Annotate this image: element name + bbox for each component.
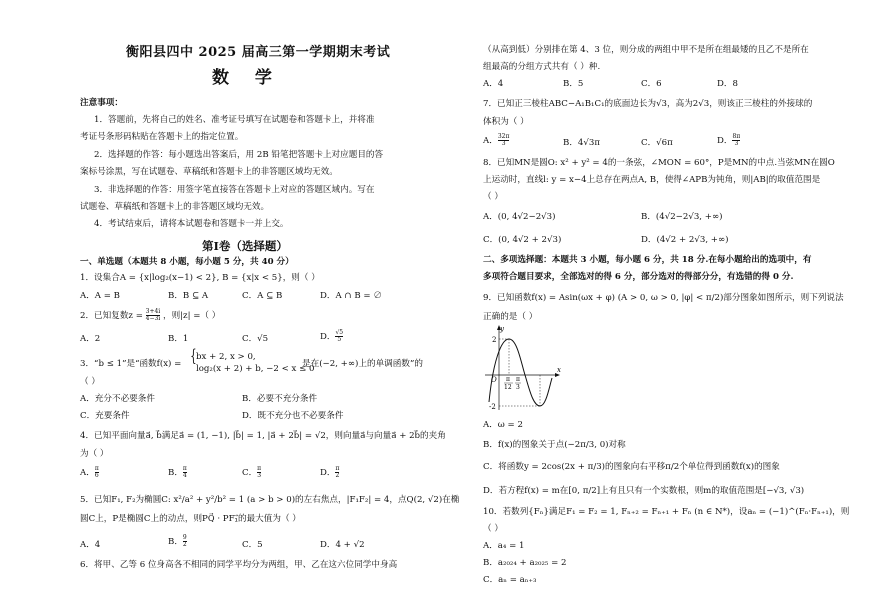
q4-c-label: C． — [242, 468, 258, 478]
q3-option-d: D．既不充分也不必要条件 — [242, 411, 344, 421]
q7-a-num: 32π — [497, 133, 510, 140]
q2-frac-num: 3+4i — [145, 308, 161, 315]
q1-option-a: A．A = B — [80, 291, 120, 301]
q10-stem-2: （ ） — [483, 524, 503, 534]
q7-option-d — [717, 134, 740, 147]
q4-b-den: 4 — [182, 472, 187, 479]
q4-c-frac — [257, 466, 261, 479]
q7-option-a — [483, 134, 509, 147]
q7-d-den: 3 — [734, 140, 739, 147]
q2-option-d — [320, 330, 343, 343]
q4-option-a — [80, 466, 99, 479]
q8-option-c: C．(0, 4√2 + 2√3) — [483, 235, 562, 245]
q2-fraction — [146, 309, 161, 322]
q7-stem-2: 体积为（ ） — [483, 117, 529, 127]
q5-b-label: B． — [168, 537, 183, 547]
section2-heading-2: 多项符合题目要求，全部选对的得 6 分，部分选对的得部分分，有选错的得 0 分. — [483, 272, 794, 282]
tick-pi3-num: π — [516, 376, 520, 383]
q10-stem: 10．若数列{Fₙ}满足F₁ = F₂ = 1, Fₙ₊₂ = Fₙ₊₁ + Fₙ (n ∈ N*)，设aₙ = (−1)^(Fₙ·Fₙ₊₁)，则 — [483, 507, 850, 517]
tick-neg2: -2 — [489, 403, 496, 411]
q9-stem-2: 正确的是（ ） — [483, 312, 538, 322]
q9-option-d: D．若方程f(x) = m在[0, π/2]上有且只有一个实数根，则m的取值范围是[−√3, √3) — [483, 486, 805, 496]
q4-b-num: π — [182, 465, 187, 472]
q4-stem-2: 为（ ） — [80, 449, 109, 459]
q5-option-a: A．4 — [80, 540, 101, 550]
q9-stem: 9．已知函数f(x) = Asin(ωx + φ) (A > 0, ω > 0, |φ| < π/2)部分图象如图所示，则下列说法 — [483, 293, 844, 303]
q9-option-a: A．ω = 2 — [483, 420, 523, 430]
q3-option-b: B．必要不充分条件 — [242, 394, 318, 404]
q4-b-label: B． — [168, 468, 183, 478]
q4-d-frac — [335, 466, 339, 479]
note-3a: 3．非选择题的作答：用签字笔直接答在答题卡上对应的答题区域内。写在 — [94, 185, 375, 195]
q4-option-d — [320, 466, 339, 479]
q3-option-c: C．充要条件 — [80, 411, 130, 421]
q2-stem — [80, 309, 220, 322]
q7-a-frac — [498, 134, 510, 147]
x-axis-label: x — [557, 366, 561, 374]
q4-c-num: π — [257, 465, 262, 472]
part1-title: 第Ⅰ卷（选择题） — [202, 239, 288, 253]
q10-option-c: C．aₙ = aₙ₊₃ — [483, 575, 537, 585]
q4-a-label: A． — [80, 468, 95, 478]
q8-stem-2: 上运动时，直线l: y = x−4上总存在两点A, B，使得∠APB为钝角，则|AB|的取值范围是 — [483, 175, 821, 185]
q4-option-c — [242, 466, 261, 479]
q4-b-frac — [183, 466, 187, 479]
notes-heading: 注意事项： — [80, 98, 123, 108]
q1-option-b: B．B ⊆ A — [168, 291, 209, 301]
q8-option-a: A．(0, 4√2−2√3) — [483, 212, 556, 222]
tick-pi12-den: 12 — [504, 384, 512, 391]
q4-d-den: 2 — [335, 472, 340, 479]
tick-pi12-num: π — [506, 376, 510, 383]
q2-option-b: B．1 — [168, 334, 189, 344]
q4-a-frac — [95, 466, 99, 479]
q9-option-b: B．f(x)的图象关于点(−2π/3, 0)对称 — [483, 440, 626, 450]
q4-a-den: 6 — [94, 472, 99, 479]
q1-option-c: C．A ⊆ B — [242, 291, 283, 301]
q5-b-num: 9 — [182, 534, 187, 541]
q7-stem: 7．已知正三棱柱ABC−A₁B₁C₁的底面边长为√3，高为2√3，则该正三棱柱的外接球的 — [483, 99, 813, 109]
q5-stem-2: 圆C上，P是椭圆C上的动点，则PQ⃗ · PF₁⃗的最大值为（ ） — [80, 514, 301, 524]
q3-stem-pre: 3．“b ≤ 1”是“函数f(x) = — [80, 359, 182, 369]
q6-stem: 6．将甲、乙等 6 位身高各不相同的同学平均分为两组，甲、乙在这六位同学中身高 — [80, 560, 398, 570]
q6-option-b: B．5 — [563, 79, 584, 89]
q2-frac-den: 4−3i — [145, 315, 161, 322]
tick-pi3-den: 3 — [516, 384, 520, 391]
note-4: 4．考试结束后，请将本试题卷和答题卡一并上交。 — [94, 219, 289, 229]
q2-option-c: C．√5 — [242, 334, 269, 344]
q4-stem: 4．已知平面向量a⃗, b⃗满足a⃗ = (1, −1), |b⃗| = 1, |a⃗ + 2b⃗| = √2，则向量a⃗与向量a⃗ + 2b⃗的夹角 — [80, 431, 446, 441]
subject-title: 数 学 — [212, 68, 282, 88]
q5-stem: 5．已知F₁, F₂为椭圆C: x²/a² + y²/b² = 1 (a > b > 0)的左右焦点，|F₁F₂| = 4，点Q(2, √2)在椭 — [80, 495, 460, 505]
q4-option-b — [168, 466, 187, 479]
q2-d-den: 5 — [337, 336, 342, 343]
q7-a-den: 3 — [498, 140, 510, 147]
origin-label: O — [491, 376, 497, 384]
q5-option-d: D．4 + √2 — [320, 540, 365, 550]
q8-stem: 8．已知MN是圆O: x² + y² = 4的一条弦，∠MON = 60°，P是MN的中点.当弦MN在圆O — [483, 158, 835, 168]
q10-option-a: A．a₄ = 1 — [483, 541, 525, 551]
q2-stem-post: ，则|z| =（ ） — [162, 311, 221, 321]
y-axis-label: y — [500, 325, 504, 333]
note-1a: 1．答题前，先将自己的姓名、准考证号填写在试题卷和答题卡上，并将准 — [94, 115, 375, 125]
note-3b: 试题卷、草稿纸和答题卡上的非答题区域均无效。 — [80, 202, 270, 212]
q6-stem-3: 组最高的分组方式共有（ ）种. — [483, 62, 601, 72]
exam-title: 衡阳县四中 2025 届高三第一学期期末考试 — [126, 45, 391, 60]
q4-a-num: π — [94, 465, 99, 472]
q3-case-2: log₂(x + 2) + b, −2 < x ≤ 0 — [196, 364, 315, 374]
q8-stem-3: （ ） — [483, 192, 503, 202]
q6-option-c: C．6 — [641, 79, 662, 89]
tick-2: 2 — [492, 336, 497, 344]
q6-option-d: D．8 — [717, 79, 738, 89]
note-2a: 2．选择题的作答：每小题选出答案后，用 2B 铅笔把答题卡上对应题目的答 — [94, 150, 384, 160]
q8-option-b: B．(4√2−2√3, +∞) — [641, 212, 723, 222]
q10-option-b: B．a₂₀₂₄ + a₂₀₂₅ = 2 — [483, 558, 567, 568]
q5-b-frac — [183, 535, 187, 548]
q7-a-label: A． — [483, 136, 498, 146]
q5-b-den: 2 — [182, 541, 187, 548]
q1-stem: 1．设集合A = {x|log₂(x−1) < 2}, B = {x|x < 5}，则（ ） — [80, 273, 320, 283]
q3-option-a: A．充分不必要条件 — [80, 394, 155, 404]
q4-d-num: π — [335, 465, 340, 472]
q6-option-a: A．4 — [483, 79, 504, 89]
q5-option-c: C．5 — [242, 540, 263, 550]
q5-option-b — [168, 535, 187, 548]
q7-d-num: 8π — [732, 133, 741, 140]
section2-heading-1: 二、多项选择题：本题共 3 小题，每小题 6 分，共 18 分.在每小题给出的选项中，有 — [483, 255, 812, 265]
note-1b: 考证号条形码粘贴在答题卡上的指定位置。 — [80, 132, 244, 142]
q1-option-d: D．A ∩ B = ∅ — [320, 291, 382, 301]
q7-option-c: C．√6π — [641, 138, 673, 148]
q9-sine-graph — [483, 322, 563, 414]
q3-brace: { — [190, 346, 197, 366]
note-2b: 案标号涂黑，写在试题卷、草稿纸和答题卡上的非答题区域均无效。 — [80, 167, 338, 177]
q2-stem-pre: 2．已知复数z = — [80, 311, 143, 321]
q4-c-den: 3 — [257, 472, 262, 479]
q7-option-b: B．4√3π — [563, 138, 600, 148]
q2-d-num: √5 — [335, 329, 344, 336]
sine-curve — [489, 339, 552, 406]
q3-paren: （ ） — [80, 377, 100, 387]
q3-case-1: bx + 2, x > 0, — [196, 352, 256, 362]
q2-option-d-label: D． — [320, 332, 336, 342]
section1-heading: 一、单选题（本题共 8 小题，每小题 5 分，共 40 分） — [80, 257, 294, 267]
q9-option-c: C．将函数y = 2cos(2x + π/3)的图象向右平移π/2个单位得到函数f(x)的图象 — [483, 462, 780, 472]
q3-stem-post: 是在(−2, +∞)上的单调函数”的 — [302, 359, 423, 369]
q4-d-label: D． — [320, 468, 336, 478]
q8-option-d: D．(4√2 + 2√3, +∞) — [641, 235, 729, 245]
q6-stem-2: （从高到低）分别排在第 4、3 位，则分成的两组中甲不是所在组最矮的且乙不是所在 — [483, 45, 809, 55]
q7-d-label: D． — [717, 136, 733, 146]
q2-option-a: A．2 — [80, 334, 101, 344]
q2-option-d-frac — [335, 330, 343, 343]
q7-d-frac — [732, 134, 740, 147]
